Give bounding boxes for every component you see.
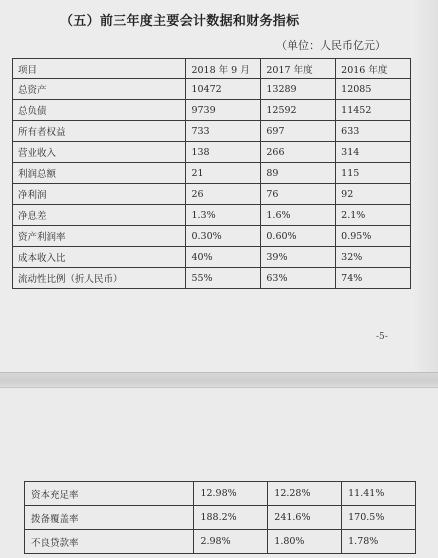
row-label: 净利润 xyxy=(13,184,186,205)
capital-ratio-table xyxy=(24,481,416,554)
cell-value: 138 xyxy=(186,142,261,163)
financial-data-table xyxy=(12,58,411,289)
section-title: （五）前三年度主要会计数据和财务指标 xyxy=(60,14,300,29)
table-row xyxy=(13,226,411,247)
cell-value: 12592 xyxy=(261,100,336,121)
table-row xyxy=(13,142,411,163)
cell-value: 32% xyxy=(336,247,411,268)
cell-value: 13289 xyxy=(261,79,336,100)
row-label: 净息差 xyxy=(13,205,186,226)
document-page-2 xyxy=(0,388,438,558)
cell-value: 266 xyxy=(261,142,336,163)
header-cell-2016: 2016 年度 xyxy=(336,59,411,79)
cell-value: 74% xyxy=(336,268,411,289)
row-label: 营业收入 xyxy=(13,142,186,163)
cell-value: 55% xyxy=(186,268,261,289)
table-row xyxy=(13,79,411,100)
row-label: 所有者权益 xyxy=(13,121,186,142)
cell-value: 115 xyxy=(336,163,411,184)
row-label: 总负债 xyxy=(13,100,186,121)
table-header-row xyxy=(13,59,411,79)
cell-value: 170.5% xyxy=(342,506,416,530)
page-break-gap xyxy=(0,372,438,388)
cell-value: 1.80% xyxy=(268,530,342,554)
cell-value: 26 xyxy=(186,184,261,205)
page-number: -5- xyxy=(376,332,388,342)
cell-value: 188.2% xyxy=(194,506,268,530)
cell-value: 1.78% xyxy=(342,530,416,554)
cell-value: 89 xyxy=(261,163,336,184)
cell-value: 2.1% xyxy=(336,205,411,226)
cell-value: 63% xyxy=(261,268,336,289)
cell-value: 0.30% xyxy=(186,226,261,247)
cell-value: 39% xyxy=(261,247,336,268)
table-row xyxy=(13,184,411,205)
cell-value: 12.98% xyxy=(194,482,268,506)
row-label: 成本收入比 xyxy=(13,247,186,268)
table-row xyxy=(13,268,411,289)
table-row xyxy=(25,530,416,554)
row-label: 利润总额 xyxy=(13,163,186,184)
row-label: 不良贷款率 xyxy=(25,530,194,554)
cell-value: 11452 xyxy=(336,100,411,121)
cell-value: 76 xyxy=(261,184,336,205)
row-label: 流动性比例（折人民币） xyxy=(13,268,186,289)
cell-value: 40% xyxy=(186,247,261,268)
table-row xyxy=(13,163,411,184)
cell-value: 0.60% xyxy=(261,226,336,247)
row-label: 拨备覆盖率 xyxy=(25,506,194,530)
cell-value: 1.6% xyxy=(261,205,336,226)
cell-value: 12.28% xyxy=(268,482,342,506)
table-row xyxy=(13,100,411,121)
cell-value: 92 xyxy=(336,184,411,205)
table-row xyxy=(13,121,411,142)
cell-value: 9739 xyxy=(186,100,261,121)
header-cell-item: 项目 xyxy=(13,59,186,79)
unit-note: （单位：人民币亿元） xyxy=(276,39,386,52)
cell-value: 12085 xyxy=(336,79,411,100)
page-shadow xyxy=(412,0,438,372)
header-cell-2017: 2017 年度 xyxy=(261,59,336,79)
cell-value: 241.6% xyxy=(268,506,342,530)
row-label: 总资产 xyxy=(13,79,186,100)
table-row xyxy=(25,482,416,506)
cell-value: 1.3% xyxy=(186,205,261,226)
cell-value: 0.95% xyxy=(336,226,411,247)
table-row xyxy=(13,247,411,268)
table-row xyxy=(25,506,416,530)
cell-value: 697 xyxy=(261,121,336,142)
table-row xyxy=(13,205,411,226)
cell-value: 21 xyxy=(186,163,261,184)
row-label: 资产利润率 xyxy=(13,226,186,247)
cell-value: 633 xyxy=(336,121,411,142)
cell-value: 733 xyxy=(186,121,261,142)
cell-value: 10472 xyxy=(186,79,261,100)
cell-value: 2.98% xyxy=(194,530,268,554)
cell-value: 314 xyxy=(336,142,411,163)
row-label: 资本充足率 xyxy=(25,482,194,506)
cell-value: 11.41% xyxy=(342,482,416,506)
header-cell-2018-sep: 2018 年 9 月 xyxy=(186,59,261,79)
